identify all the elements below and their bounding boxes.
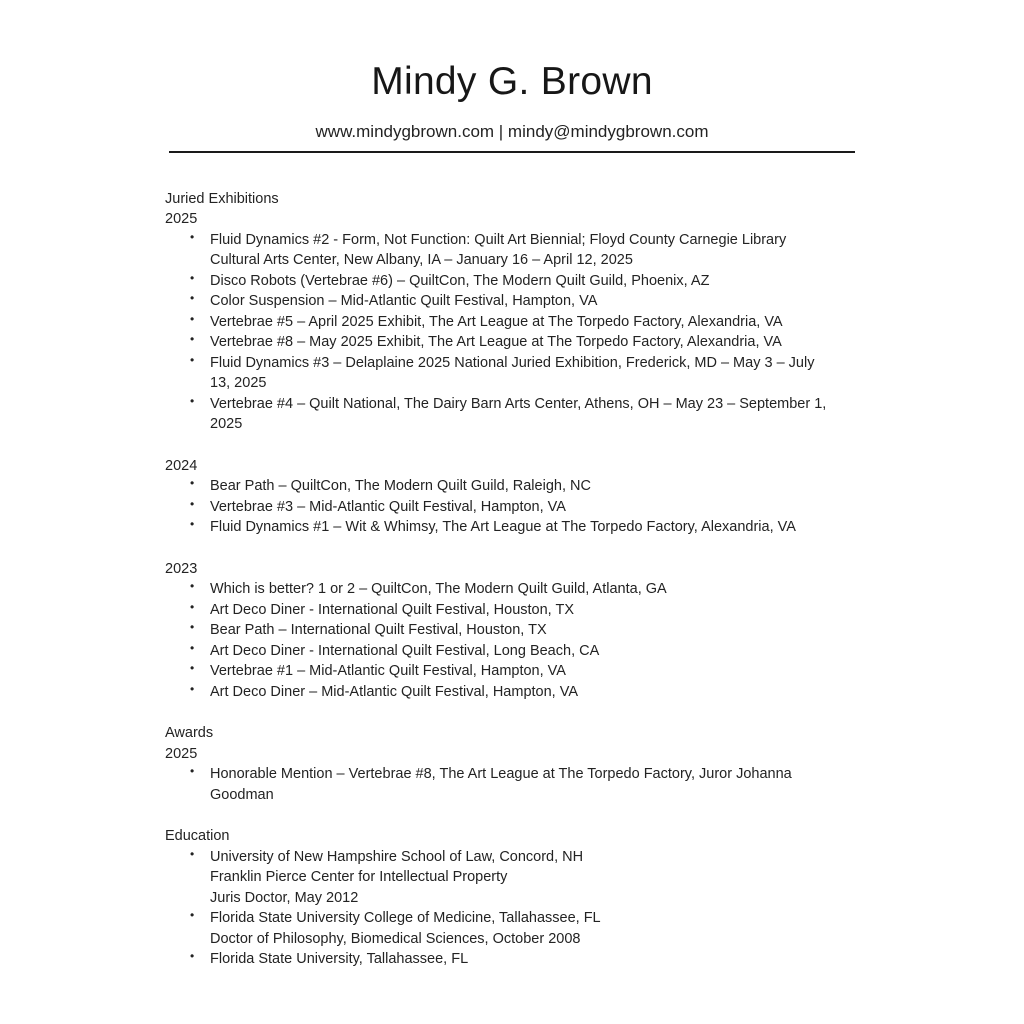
bullet-icon: • bbox=[190, 681, 195, 696]
item-text bbox=[210, 579, 884, 600]
bullet-icon: • bbox=[190, 764, 195, 779]
item-line: Vertebrae #5 – April 2025 Exhibit, The Art League at The Torpedo Factory, Alexandria, VA bbox=[210, 313, 783, 330]
item-line: Honorable Mention – Vertebrae #8, The Art League at The Torpedo Factory, Juror Johanna bbox=[210, 766, 792, 783]
bullet-icon: • bbox=[190, 640, 195, 655]
item-list bbox=[165, 764, 884, 805]
resume-body bbox=[0, 153, 1024, 970]
bullet-icon: • bbox=[190, 846, 195, 861]
list-item bbox=[190, 497, 884, 518]
list-item bbox=[190, 291, 884, 312]
bullet-icon: • bbox=[190, 496, 195, 511]
list-item bbox=[190, 908, 884, 949]
year-group bbox=[165, 209, 884, 435]
item-text bbox=[210, 847, 884, 909]
item-line: 2025 bbox=[210, 416, 243, 433]
item-text bbox=[210, 764, 884, 805]
list-item bbox=[190, 579, 884, 600]
section-juried-exhibitions bbox=[165, 189, 884, 703]
bullet-icon: • bbox=[190, 291, 195, 306]
item-text bbox=[210, 661, 884, 682]
item-line: Goodman bbox=[210, 786, 274, 803]
list-item bbox=[190, 312, 884, 333]
item-list bbox=[165, 476, 884, 538]
item-text bbox=[210, 312, 884, 333]
page-title: Mindy G. Brown bbox=[371, 60, 653, 103]
year-label: 2024 bbox=[165, 457, 198, 474]
item-text bbox=[210, 908, 884, 949]
bullet-icon: • bbox=[190, 393, 195, 408]
list-item bbox=[190, 949, 884, 970]
item-text bbox=[210, 641, 884, 662]
list-item bbox=[190, 600, 884, 621]
section-heading: Juried Exhibitions bbox=[165, 190, 279, 207]
item-line: Fluid Dynamics #1 – Wit & Whimsy, The Art League at The Torpedo Factory, Alexandria, VA bbox=[210, 519, 796, 536]
item-text bbox=[210, 682, 884, 703]
contact-line: www.mindygbrown.com | mindy@mindygbrown.com bbox=[315, 121, 709, 141]
bullet-icon: • bbox=[190, 908, 195, 923]
year-label: 2023 bbox=[165, 560, 198, 577]
item-text bbox=[210, 600, 884, 621]
item-list bbox=[165, 230, 884, 435]
item-text bbox=[210, 497, 884, 518]
section-education bbox=[165, 826, 884, 970]
item-text bbox=[210, 949, 884, 970]
year-label: 2025 bbox=[165, 745, 198, 762]
item-line: Vertebrae #3 – Mid-Atlantic Quilt Festival, Hampton, VA bbox=[210, 498, 566, 515]
item-line: Art Deco Diner - International Quilt Festival, Long Beach, CA bbox=[210, 642, 600, 659]
year-group bbox=[165, 559, 884, 703]
bullet-icon: • bbox=[190, 579, 195, 594]
bullet-icon: • bbox=[190, 311, 195, 326]
item-text bbox=[210, 394, 884, 435]
item-text bbox=[210, 353, 884, 394]
year-group bbox=[165, 456, 884, 538]
list-item bbox=[190, 394, 884, 435]
item-line: Color Suspension – Mid-Atlantic Quilt Festival, Hampton, VA bbox=[210, 293, 598, 310]
item-line: Fluid Dynamics #2 - Form, Not Function: Quilt Art Biennial; Floyd County Carnegie Library bbox=[210, 231, 787, 248]
list-item bbox=[190, 661, 884, 682]
item-text bbox=[210, 291, 884, 312]
list-item bbox=[190, 847, 884, 909]
year-group bbox=[165, 744, 884, 806]
item-line: Franklin Pierce Center for Intellectual Property bbox=[210, 869, 508, 886]
item-text bbox=[210, 620, 884, 641]
item-line: Florida State University, Tallahassee, FL bbox=[210, 951, 469, 968]
year-group bbox=[165, 847, 884, 970]
item-line: Florida State University College of Medicine, Tallahassee, FL bbox=[210, 910, 601, 927]
bullet-icon: • bbox=[190, 476, 195, 491]
section-awards bbox=[165, 723, 884, 805]
list-item bbox=[190, 641, 884, 662]
list-item bbox=[190, 476, 884, 497]
year-label: 2025 bbox=[165, 211, 198, 228]
item-list bbox=[165, 579, 884, 702]
bullet-icon: • bbox=[190, 352, 195, 367]
item-line: Bear Path – QuiltCon, The Modern Quilt Guild, Raleigh, NC bbox=[210, 478, 591, 495]
resume-header bbox=[0, 0, 1024, 153]
item-line: Art Deco Diner – Mid-Atlantic Quilt Festival, Hampton, VA bbox=[210, 683, 578, 700]
list-item bbox=[190, 230, 884, 271]
list-item bbox=[190, 682, 884, 703]
bullet-icon: • bbox=[190, 270, 195, 285]
item-line: Vertebrae #4 – Quilt National, The Dairy Barn Arts Center, Athens, OH – May 23 – September 1, bbox=[210, 395, 827, 412]
item-line: Bear Path – International Quilt Festival, Houston, TX bbox=[210, 622, 547, 639]
item-line: 13, 2025 bbox=[210, 375, 267, 392]
bullet-icon: • bbox=[190, 517, 195, 532]
item-text bbox=[210, 517, 884, 538]
list-item bbox=[190, 517, 884, 538]
list-item bbox=[190, 764, 884, 805]
bullet-icon: • bbox=[190, 661, 195, 676]
list-item bbox=[190, 620, 884, 641]
section-heading: Education bbox=[165, 828, 230, 845]
item-list bbox=[165, 847, 884, 970]
bullet-icon: • bbox=[190, 599, 195, 614]
item-text bbox=[210, 332, 884, 353]
item-text bbox=[210, 476, 884, 497]
bullet-icon: • bbox=[190, 332, 195, 347]
item-text bbox=[210, 271, 884, 292]
item-line: Doctor of Philosophy, Biomedical Sciences, October 2008 bbox=[210, 930, 581, 947]
item-line: Fluid Dynamics #3 – Delaplaine 2025 National Juried Exhibition, Frederick, MD – May 3 – July bbox=[210, 354, 815, 371]
item-line: Which is better? 1 or 2 – QuiltCon, The Modern Quilt Guild, Atlanta, GA bbox=[210, 581, 667, 598]
list-item bbox=[190, 271, 884, 292]
item-line: Disco Robots (Vertebrae #6) – QuiltCon, The Modern Quilt Guild, Phoenix, AZ bbox=[210, 272, 710, 289]
item-text bbox=[210, 230, 884, 271]
bullet-icon: • bbox=[190, 620, 195, 635]
item-line: Vertebrae #1 – Mid-Atlantic Quilt Festival, Hampton, VA bbox=[210, 663, 566, 680]
bullet-icon: • bbox=[190, 949, 195, 964]
item-line: Cultural Arts Center, New Albany, IA – January 16 – April 12, 2025 bbox=[210, 252, 633, 269]
list-item bbox=[190, 353, 884, 394]
item-line: Juris Doctor, May 2012 bbox=[210, 889, 359, 906]
item-line: Vertebrae #8 – May 2025 Exhibit, The Art League at The Torpedo Factory, Alexandria, VA bbox=[210, 334, 782, 351]
list-item bbox=[190, 332, 884, 353]
item-line: University of New Hampshire School of Law, Concord, NH bbox=[210, 848, 584, 865]
item-line: Art Deco Diner - International Quilt Festival, Houston, TX bbox=[210, 601, 574, 618]
bullet-icon: • bbox=[190, 229, 195, 244]
section-heading: Awards bbox=[165, 725, 214, 742]
